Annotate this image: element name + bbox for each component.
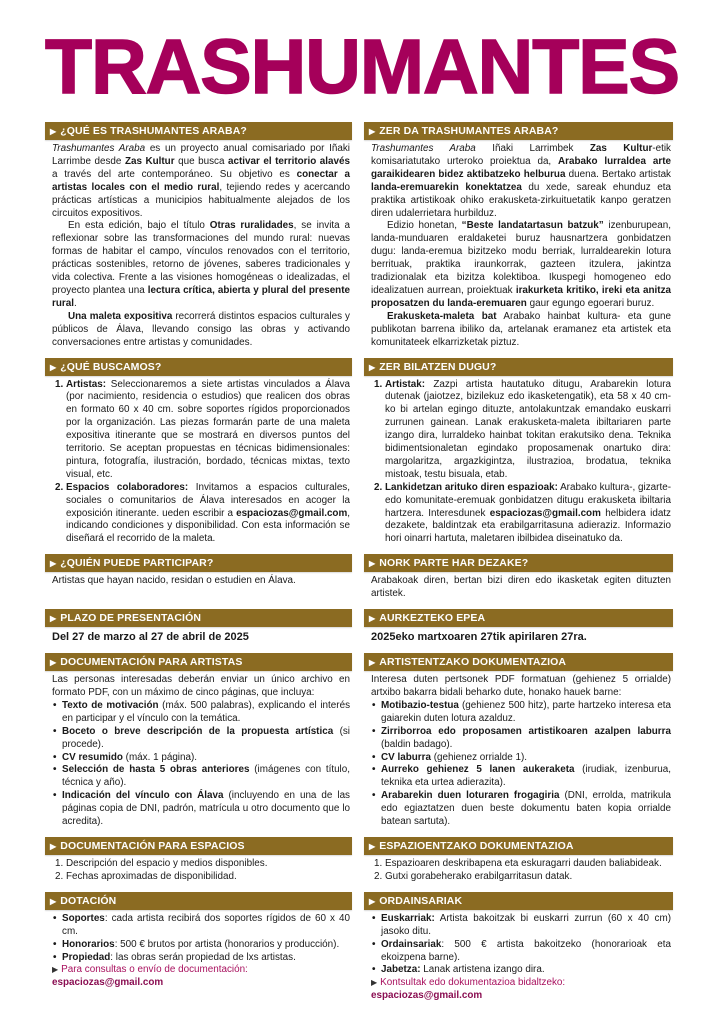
paragraph	[371, 575, 671, 601]
list-item	[62, 726, 350, 752]
list-item	[385, 871, 671, 884]
list-item	[66, 379, 350, 482]
section-header	[45, 892, 352, 910]
text-run: Descripción del espacio y medios disponibles.	[66, 857, 268, 869]
bold-text: conectar a artistas locales con el medio rural	[52, 168, 350, 193]
section-title: DOTACIÓN	[60, 894, 117, 907]
bullet-list	[371, 700, 671, 829]
section-title: ¿QUÉ BUSCAMOS?	[60, 360, 162, 373]
text-run: Del 27 de marzo al 27 de abril de 2025	[52, 631, 249, 644]
triangle-right-icon: ▶	[50, 841, 57, 851]
text-run: (si procede).	[62, 725, 350, 750]
section-header	[364, 554, 673, 572]
text-run: (gehienez orrialde 1).	[430, 751, 528, 763]
bold-text: Zirriborroa edo proposamen artistikoaren azalpen laburra	[381, 725, 671, 737]
text-run: (baldin badago).	[381, 738, 453, 750]
list-item	[62, 952, 350, 965]
triangle-right-icon: ▶	[52, 965, 59, 975]
text-run: que busca	[174, 155, 228, 167]
paragraph	[371, 143, 671, 220]
list-item	[381, 964, 671, 977]
bold-text: irakurketa kritiko, ireki eta anitza proposatzen du landa-eremuaren	[371, 284, 672, 309]
section-header	[45, 554, 352, 572]
text-run: Lanak artistena izango dira.	[420, 964, 545, 976]
section-title: ¿QUIÉN PUEDE PARTICIPAR?	[60, 557, 214, 570]
section-body	[45, 140, 352, 350]
bold-text: Arabarekin duen loturaren frogagiria	[381, 790, 560, 802]
list-item	[66, 482, 350, 547]
bold-text: Zas Kultur	[589, 143, 653, 154]
triangle-right-icon: ▶	[50, 658, 57, 668]
text-run: : cada artista recibirá dos soportes rígidos de 60 x 40 cm.	[62, 912, 350, 937]
text-run: (máx. 500 palabras), explicando el interés en participar y el vínculo con la temática.	[62, 699, 351, 724]
text-run: (gehienez 500 hitz), parte hartzeko interesa eta gaiarekin duten lotura azalduz.	[381, 699, 671, 724]
section-header	[45, 837, 352, 855]
email-link[interactable]: espaciozas@gmail.com	[236, 507, 348, 519]
list-item	[62, 939, 350, 952]
section-body	[45, 671, 352, 829]
bold-text: CV laburra	[381, 751, 431, 763]
section-body	[364, 671, 673, 829]
list-item	[381, 752, 671, 765]
text-run: , indicando condiciones y disponibilidad. Con esta información se diseñará el recorrido de la maleta.	[66, 507, 350, 545]
list-item	[62, 913, 350, 939]
list-item	[385, 482, 671, 547]
poster-title: TRASHUMANTES	[45, 24, 679, 110]
section-title: ARTISTENTZAKO DOKUMENTAZIOA	[379, 656, 567, 669]
text-run: (máx. 1 página).	[122, 751, 198, 763]
triangle-right-icon: ▶	[369, 614, 376, 624]
section-title: ¿QUÉ ES TRASHUMANTES ARABA?	[60, 125, 247, 137]
section-header	[364, 358, 673, 376]
triangle-right-icon: ▶	[369, 559, 376, 569]
bold-text: Zas Kultur	[124, 155, 175, 167]
contact-line	[52, 964, 350, 990]
triangle-right-icon: ▶	[371, 978, 378, 988]
bold-text: Selección de hasta 5 obras anteriores	[62, 764, 250, 776]
section-body	[364, 910, 673, 1003]
bold-text: Indicación del vínculo con Álava	[62, 790, 224, 802]
section-header	[364, 837, 673, 855]
paragraph	[52, 311, 350, 350]
section-right	[364, 892, 673, 1003]
section-title: ESPAZIOENTZAKO DOKUMENTAZIOA	[379, 839, 574, 852]
section-right	[364, 358, 673, 547]
section-body	[364, 855, 673, 884]
text-run: : 500 € brutos por artista (honorarios y producción).	[114, 938, 340, 950]
text-run: helbidera idatz dezakete, baldintzak eta erabilgarritasuna adieraziz. Informazio hori oinarri hartuta, maletaren ibilbidea diseinatuko da.	[385, 507, 671, 545]
text-run: Seleccionaremos a siete artistas vinculados a Álava (por nacimiento, residencia o estudios) que realicen dos obras en formato 60 x 40 cm. sobre soportes rígidos proporcionados por la organización. Las piezas formarán parte de una maleta expositiva itinerante que se mostrará en diversos puntos del territorio. Se aceptan propuestas en técnicas bidimensionales: pintura, fotografía, ilustración, bordado, técnicas mixtas, texto visual, etc.	[66, 378, 350, 480]
bold-text: activar el territorio alavés	[227, 155, 351, 167]
text-run: Edizio honetan,	[387, 220, 462, 232]
bold-text: Texto de motivación	[62, 699, 159, 711]
text-run: recorrerá distintos espacios culturales y públicos de Álava, llevando consigo las obras y activando conversaciones entre artistas y comunidades.	[52, 310, 350, 348]
bold-text: landa-eremuarekin konektatzea	[371, 181, 522, 193]
text-run: Zazpi artista hautatuko ditugu, Arabarekin lotura dutenak (jaiotzez, bizilekuz edo ikasketengatik), eta 58 x 40 cm-ko bi artelan egingo dituzte, antolakuntzak emandako euskarri zurrunen gainean. Lanak erakusketa-maleta ibiltariaren parte izango dira, lurraldeko hainbat tokitan erakutsiko dena. Teknika bidimentsionaletan egindako proposamenak onartuko dira: margolaritza, argazkigintza, ilustrazioa, brodatua, teknika mistoak, testu bisuala, etab.	[385, 378, 671, 480]
section-left	[45, 837, 352, 884]
bold-text: Ordainsariak	[381, 938, 442, 950]
bold-text: Otras ruralidades	[209, 220, 294, 232]
text-run: Gutxi gorabeherako erabilgarritasun datak.	[385, 870, 573, 882]
bold-text: Artistas:	[66, 378, 107, 390]
triangle-right-icon: ▶	[369, 841, 376, 851]
text-run: Iñaki Larrimbek	[475, 143, 590, 154]
text-run: Invitamos a espacios culturales, sociales o comunitarios de Álava interesados en acoger la exposición itinerante. ueden escribir a	[66, 481, 350, 519]
section-body	[45, 855, 352, 884]
section-body	[45, 627, 352, 645]
section-header	[45, 358, 352, 376]
section-body	[364, 140, 673, 350]
bold-text: “Beste landatartasun batzuk”	[461, 220, 604, 232]
text-run: es un proyecto anual comisariado por Iñaki Larrimbe desde	[52, 143, 350, 167]
list-item	[62, 790, 350, 829]
text-run: Arabakoak diren, bertan bizi diren edo ikasketak egiten dituzten artistek.	[371, 575, 671, 600]
text-run: (DNI, errolda, matrikula edo egiaztatzen duen beste dokumentu baten kopia orrialde batean sartuta).	[381, 790, 671, 828]
triangle-right-icon: ▶	[369, 896, 376, 906]
section-right	[364, 122, 673, 350]
section-left	[45, 892, 352, 1003]
text-run: , tejiendo redes y acercando prácticas artísticas a municipios habitualmente alejados de los circuitos expositivos.	[52, 181, 350, 219]
bullet-list	[52, 913, 350, 965]
section-right	[364, 837, 673, 884]
section-title: ZER BILATZEN DUGU?	[379, 360, 497, 373]
numbered-list	[52, 858, 350, 884]
list-item	[381, 726, 671, 752]
numbered-list	[371, 858, 671, 884]
bold-text: CV resumido	[62, 751, 123, 763]
text-run: .	[73, 297, 77, 309]
text-run: Fechas aproximadas de disponibilidad.	[66, 870, 237, 882]
bold-text: Lankidetzan arituko diren espazioak:	[385, 481, 558, 493]
email-link[interactable]: espaciozas@gmail.com	[371, 990, 483, 1002]
section-title: NORK PARTE HAR DEZAKE?	[379, 557, 529, 570]
text-run: (imágenes con título, técnica y año).	[62, 764, 350, 789]
bold-text: Motibazio-testua	[381, 699, 459, 711]
section-left	[45, 653, 352, 829]
section-title: AURKEZTEKO EPEA	[379, 612, 486, 625]
email-link[interactable]: espaciozas@gmail.com	[489, 507, 601, 519]
bold-text: Euskarriak:	[381, 912, 435, 924]
section-left	[45, 554, 352, 601]
triangle-right-icon: ▶	[369, 362, 376, 372]
text-run: -etik komisariatutako urteroko proiektua da,	[371, 143, 671, 167]
triangle-right-icon: ▶	[50, 896, 57, 906]
list-item	[381, 764, 671, 790]
list-item	[381, 913, 671, 939]
bold-text: Aurreko gehienez 5 lanen aukeraketa	[381, 764, 575, 776]
text-run: Espazioaren deskribapena eta eskuragarri dauden baliabideak.	[385, 857, 662, 869]
section-right	[364, 609, 673, 645]
section-left	[45, 358, 352, 547]
section-body	[45, 910, 352, 990]
paragraph	[371, 220, 671, 310]
section-header	[364, 653, 673, 671]
paragraph	[371, 674, 671, 700]
triangle-right-icon: ▶	[369, 127, 376, 136]
triangle-right-icon: ▶	[369, 658, 376, 668]
numbered-list	[371, 379, 671, 547]
text-run: En esta edición, bajo el título	[68, 220, 210, 232]
triangle-right-icon: ▶	[50, 559, 57, 569]
section-body	[45, 376, 352, 547]
content-grid	[45, 122, 673, 1003]
bullet-list	[52, 700, 350, 829]
text-run: : 500 € artista bakoitzeko (honorarioak eta ekoizpena barne).	[381, 938, 671, 963]
section-title: DOCUMENTACIÓN PARA ARTISTAS	[60, 656, 243, 669]
bold-text: Boceto o breve descripción de la propuesta artística	[62, 725, 334, 737]
section-title: PLAZO DE PRESENTACIÓN	[60, 612, 202, 625]
text-run: Artistas que hayan nacido, residan o estudien en Álava.	[52, 575, 296, 587]
section-title: DOCUMENTACIÓN PARA ESPACIOS	[60, 839, 245, 852]
numbered-list	[52, 379, 350, 547]
text-run: Arabako hainbat kultura- eta gune publikotan barrena ibiliko da, artelanak eramanez eta artistek eta komunitateek elkarrizketak piztuz.	[371, 310, 671, 348]
text-run: Artista bakoitzak bi euskarri zurrun (60 x 40 cm) jasoko ditu.	[381, 912, 671, 937]
text-run: Arabako kultura-, gizarte- edo komunitate-eremuak gonbidatzen ditugu erakusketa ibiltaria hartzera. Interesdunek	[385, 481, 671, 519]
contact-line	[371, 977, 671, 1003]
triangle-right-icon: ▶	[50, 127, 57, 136]
list-item	[381, 700, 671, 726]
text-run: (irudiak, izenburua, teknika eta urtea adierazita).	[381, 764, 672, 789]
section-body	[364, 572, 673, 601]
section-body	[364, 376, 673, 547]
text-run: duena. Bertako artistak	[565, 168, 671, 180]
text-run: a través del arte contemporáneo. Su objetivo es	[52, 168, 297, 180]
section-body	[45, 572, 352, 588]
bold-text: Soportes	[62, 912, 105, 924]
text-run: : las obras serán propiedad de lxs artistas.	[110, 951, 296, 963]
list-item	[62, 764, 350, 790]
section-left	[45, 609, 352, 645]
bullet-list	[371, 913, 671, 978]
section-header	[45, 653, 352, 671]
bold-text: Propiedad	[62, 951, 111, 963]
section-header	[364, 122, 673, 140]
section-header	[45, 609, 352, 627]
paragraph	[52, 674, 350, 700]
list-item	[385, 379, 671, 482]
list-item	[385, 858, 671, 871]
text-run: izenburupean, landa-munduaren eraldaketei buruz hausnartzera gonbidatzen dugu: landa-eremua bizitzeko modu berriak, lurraldearekin lotura berrituak, praktika iraunkorrak, gazteen itzulera, jakintza tradizionalak eta bizitza kolektiboa. Ikuspegi homogeneo edo idealizatuen aurrean, proiektuak	[371, 220, 671, 296]
text-run: Interesa duten pertsonek PDF formatuan (gehienez 5 orrialde) artxibo bakarra bidali beharko dute, honako hauek barne:	[371, 674, 671, 698]
text-run: (incluyendo en una de las páginas copia de DNI, padrón, matrícula u otro documento que lo acredita).	[62, 790, 350, 828]
section-right	[364, 554, 673, 601]
section-body	[364, 627, 673, 645]
list-item	[66, 871, 350, 884]
paragraph	[52, 143, 350, 220]
text-run: Kontsultak edo dokumentazioa bidaltzeko:	[380, 977, 566, 989]
text-run: Las personas interesadas deberán enviar un único archivo en formato PDF, con un máximo de cinco páginas, que incluya:	[52, 674, 350, 698]
bold-text: Honorarios	[62, 938, 115, 950]
bold-text: Artistak:	[385, 378, 426, 390]
list-item	[62, 752, 350, 765]
text-run: Para consultas o envío de documentación:	[61, 964, 248, 976]
bold-text: Arabako lurraldea arte garaikidearen bidez aktibatzeko helburua	[371, 155, 671, 180]
deadline-text	[52, 630, 350, 645]
italic-text: Trashumantes Araba	[371, 143, 476, 154]
list-item	[62, 700, 350, 726]
bold-text: Espacios colaboradores:	[66, 481, 189, 493]
section-title: ZER DA TRASHUMANTES ARABA?	[379, 125, 559, 137]
email-link[interactable]: espaciozas@gmail.com	[52, 977, 164, 989]
text-run: du xede, sareak ehunduz eta praktika artistikoak ohiko erakusketa-zirkuituetatik kanpo geratzen diren udalerrietara hurbilduz.	[371, 181, 671, 219]
deadline-text	[371, 630, 671, 645]
paragraph	[52, 220, 350, 310]
list-item	[381, 939, 671, 965]
bold-text: Erakusketa-maleta bat	[387, 310, 497, 322]
list-item	[66, 858, 350, 871]
section-title: ORDAINSARIAK	[379, 894, 463, 907]
section-header	[45, 122, 352, 140]
triangle-right-icon: ▶	[50, 362, 57, 372]
triangle-right-icon: ▶	[50, 614, 57, 624]
bold-text: lectura crítica, abierta y plural del presente rural	[52, 284, 350, 309]
text-run: , se invita a reflexionar sobre las transformaciones del mundo rural: nuevas formas de habitar el campo, vínculos renovados con el territorio, prácticas sostenibles, retorno de jóvenes, saberes tradicionales y vida colectiva. Frente a las visiones homogéneas o idealizadas, el proyecto plantea una	[52, 220, 350, 296]
bold-text: Jabetza:	[381, 964, 421, 976]
section-left	[45, 122, 352, 350]
text-run: 2025eko martxoaren 27tik apirilaren 27ra.	[371, 631, 587, 644]
italic-text: Trashumantes Araba	[52, 143, 146, 154]
section-header	[364, 892, 673, 910]
paragraph	[371, 311, 671, 350]
section-right	[364, 653, 673, 829]
section-header	[364, 609, 673, 627]
list-item	[381, 790, 671, 829]
text-run: gaur egungo egoerari buruz.	[526, 297, 655, 309]
paragraph	[52, 575, 350, 588]
bold-text: Una maleta expositiva	[68, 310, 173, 322]
